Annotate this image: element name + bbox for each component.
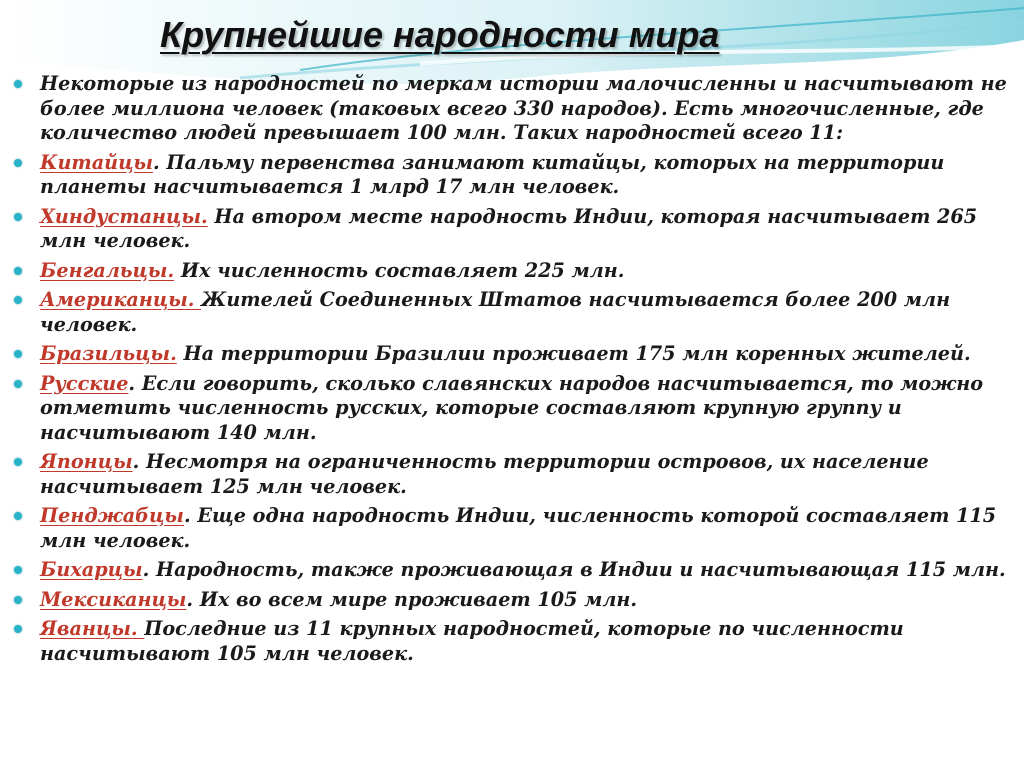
list-item — [12, 151, 1012, 200]
item-text: Их численность составляет 225 млн. — [174, 258, 625, 282]
item-text: . Пальму первенства занимают китайцы, которых на территории планеты насчитывается 1 млрд 17 млн человек. — [40, 150, 945, 198]
item-text: На территории Бразилии проживает 175 млн коренных жителей. — [176, 342, 971, 365]
list-item — [12, 288, 1012, 337]
bullet-icon — [14, 512, 22, 520]
item-term-link[interactable]: Японцы — [40, 450, 133, 473]
bullet-icon — [14, 596, 22, 604]
item-text: Последние из 11 крупных народностей, которые по численности насчитывают 105 млн человек. — [40, 617, 904, 665]
page-title: Крупнейшие народности мира — [160, 14, 720, 55]
item-term-link[interactable]: Пенджабцы — [40, 504, 184, 527]
bullet-icon — [14, 80, 22, 88]
bullet-icon — [14, 159, 22, 167]
bullet-icon — [14, 625, 22, 633]
item-text: . Еще одна народность Индии, численность которой составляет 115 млн человек. — [40, 504, 997, 552]
item-term-link[interactable]: Бенгальцы. — [40, 258, 175, 282]
item-text: . Их во всем мире проживает 105 млн. — [186, 587, 638, 611]
list-item — [12, 617, 1012, 666]
item-term-link[interactable]: Мексиканцы — [40, 587, 187, 611]
bullet-icon — [14, 350, 22, 358]
bullet-icon — [14, 566, 22, 574]
bullet-icon — [14, 296, 22, 304]
item-term-link[interactable]: Хиндустанцы. — [40, 204, 208, 228]
list-item — [12, 342, 1012, 367]
list-item — [12, 450, 1012, 499]
list-item — [12, 558, 1012, 583]
item-text: . Народность, также проживающая в Индии и насчитывающая 115 млн. — [142, 558, 1006, 581]
item-term-link[interactable]: Американцы. — [40, 288, 202, 311]
item-term-link[interactable]: Китайцы — [40, 150, 154, 174]
bullet-list — [12, 72, 1012, 671]
item-term-link[interactable]: Яванцы. — [40, 617, 145, 640]
bullet-icon — [14, 213, 22, 221]
bullet-icon — [14, 267, 22, 275]
item-text: Некоторые из народностей по меркам истории малочисленны и насчитывают не более миллиона человек (таковых всего 330 народов). Есть многочисленные, где количество людей превышает 100 млн. Таких народностей всего 11: — [40, 72, 1007, 144]
bullet-icon — [14, 380, 22, 388]
item-text: На втором месте народность Индии, которая насчитывает 265 млн человек. — [40, 204, 978, 252]
list-item — [12, 259, 1012, 284]
item-term-link[interactable]: Бразильцы. — [40, 342, 177, 365]
item-text: Жителей Соединенных Штатов насчитывается более 200 млн человек. — [40, 288, 951, 336]
item-term-link[interactable]: Русские — [40, 371, 129, 395]
list-item — [12, 372, 1012, 446]
bullet-icon — [14, 458, 22, 466]
list-item — [12, 72, 1012, 146]
list-item — [12, 588, 1012, 613]
item-text: . Если говорить, сколько славянских народов насчитывается, то можно отметить численность русских, которые составляют крупную группу и насчитывают 140 млн. — [40, 371, 983, 444]
list-item — [12, 205, 1012, 254]
item-text: . Несмотря на ограниченность территории островов, их население насчитывает 125 млн человек. — [40, 450, 929, 498]
item-term-link[interactable]: Бихарцы — [40, 558, 143, 581]
list-item — [12, 504, 1012, 553]
